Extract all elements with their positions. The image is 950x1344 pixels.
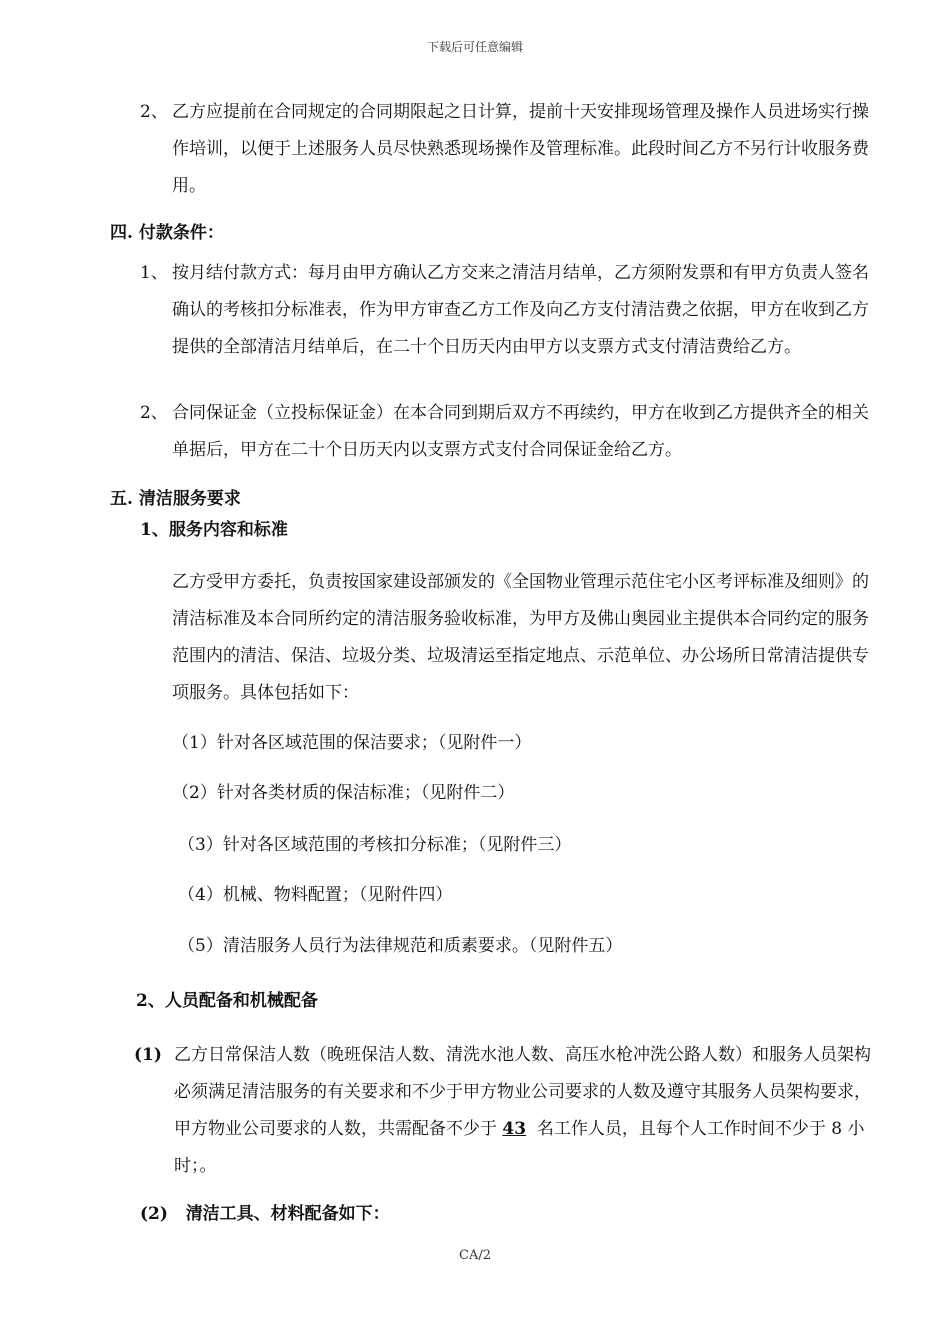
requirement-list-item: （2）针对各类材质的保洁标准；（见附件二）: [172, 783, 515, 803]
clause-text: 清洁工具、材料配备如下：: [185, 1204, 390, 1224]
requirement-list-item: （4）机械、物料配置；（见附件四）: [178, 885, 453, 905]
staffing-clause-1: [134, 1037, 880, 1185]
clause-text: 合同保证金（立投标保证金）在本合同到期后双方不再续约，甲方在收到乙方提供齐全的相关单据后，甲方在二十个日历天内以支票方式支付合同保证金给乙方。: [172, 403, 869, 460]
clause-text: 按月结付款方式：每月由甲方确认乙方交来之清洁月结单，乙方须附发票和有甲方负责人签名确认的考核扣分标准表，作为甲方审查乙方工作及向乙方支付清洁费之依据，甲方在收到乙方提供的全部清洁月结单后，在二十个日历天内由甲方以支票方式支付清洁费给乙方。: [172, 263, 869, 357]
section-heading-payment: 四. 付款条件：: [110, 223, 224, 243]
requirement-list-item: （3）针对各区域范围的考核扣分标准；（见附件三）: [178, 835, 572, 855]
subsection-heading-staffing: 2、人员配备和机械配备: [136, 991, 318, 1011]
clause-number: (2): [140, 1204, 168, 1224]
page-footer: CA/2: [459, 1248, 491, 1263]
page-header: 下载后可任意编辑: [426, 40, 523, 54]
clause-text: [174, 1037, 880, 1185]
staffing-text-b: 名工作人员，且每个人工作时间不少于 8 小时；。: [174, 1119, 865, 1176]
clause-number: 2、: [140, 102, 168, 122]
staffing-clause-2: [140, 1199, 390, 1224]
staffing-text-a: 乙方日常保洁人数（晚班保洁人数、清洗水池人数、高压水枪冲洗公路人数）和服务人员架构必须满足清洁服务的有关要求和不少于甲方物业公司要求的人数及遵守其服务人员架构要求，甲方物业公司要求的人数，共需配备不少于: [174, 1045, 871, 1139]
payment-clause-1: [140, 255, 878, 366]
clause-text: 乙方应提前在合同规定的合同期限起之日计算，提前十天安排现场管理及操作人员进场实行操作培训，以便于上述服务人员尽快熟悉现场操作及管理标准。此段时间乙方不另行计收服务费用。: [172, 102, 869, 196]
service-content-paragraph: 乙方受甲方委托，负责按国家建设部颁发的《全国物业管理示范住宅小区考评标准及细则》的清洁标准及本合同所约定的清洁服务验收标准，为甲方及佛山奥园业主提供本合同约定的服务范围内的清洁、保洁、垃圾分类、垃圾清运至指定地点、示范单位、办公场所日常清洁提供专项服务。具体包括如下：: [172, 572, 869, 703]
section-heading-cleaning-requirements: 五. 清洁服务要求: [110, 489, 241, 509]
clause-number: (1): [134, 1045, 162, 1065]
requirement-list-item: （1）针对各区域范围的保洁要求；（见附件一）: [172, 733, 532, 753]
requirement-list-item: （5）清洁服务人员行为法律规范和质素要求。（见附件五）: [178, 936, 623, 956]
clause-number: 2、: [140, 403, 168, 423]
clause-number: 1、: [140, 263, 168, 283]
payment-clause-2: [140, 395, 878, 469]
subsection-heading-service-content: 1、服务内容和标准: [140, 520, 288, 540]
contract-clause-3-2: [140, 94, 878, 205]
staff-count: 43: [502, 1119, 527, 1139]
